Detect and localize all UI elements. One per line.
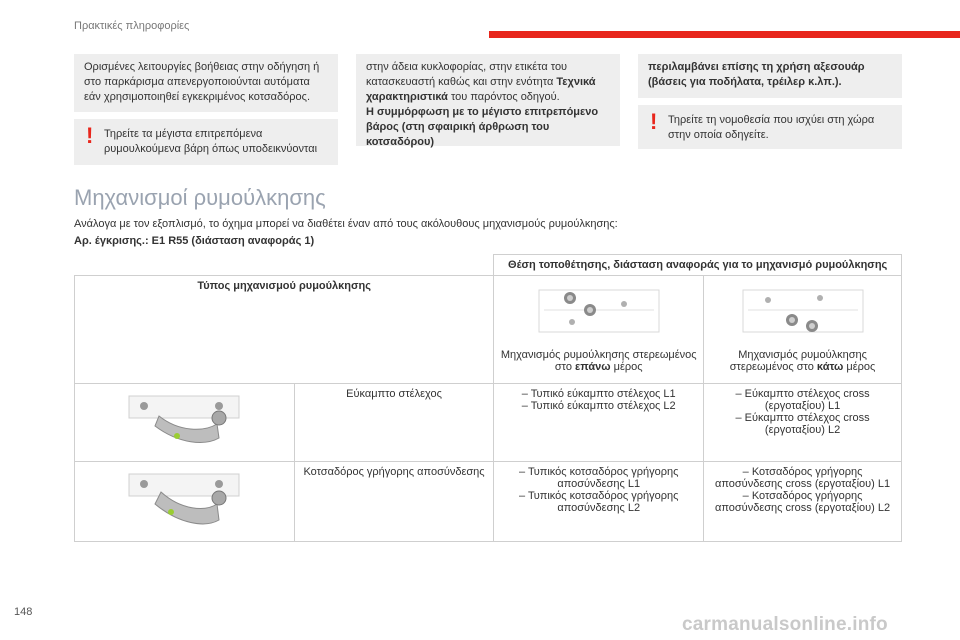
info-box-2 (356, 54, 620, 146)
table-row (75, 384, 902, 462)
row-2-label: Κοτσαδόρος γρήγορης αποσύνδεσης (294, 462, 494, 542)
list-item: – Εύκαμπτο στέλεχος cross (εργοταξίου) L1 (735, 388, 870, 412)
info-box-1 (74, 54, 338, 112)
section-title: Μηχανισμοί ρυμούλκησης (74, 185, 326, 210)
row-1-label: Εύκαμπτο στέλεχος (294, 384, 494, 462)
lower-mount-caption (710, 349, 895, 373)
lower-caption-c: μέρος (843, 361, 876, 373)
warning-box-2 (638, 105, 902, 149)
header-accent-bar (489, 31, 960, 38)
approval-number: Αρ. έγκρισης.: E1 R55 (διάσταση αναφοράς 1) (74, 235, 315, 247)
list-item: – Κοτσαδόρος γρήγορης αποσύνδεσης cross (εργοταξίου) L1 (714, 466, 891, 490)
info-box-2-text-end: του παρόντος οδηγού. (447, 91, 560, 103)
swan-neck-towbar-image (109, 388, 259, 454)
list-item: – Τυπικό εύκαμπτο στέλεχος L2 (521, 400, 676, 412)
table-row (75, 462, 902, 542)
row-2-lower (704, 462, 902, 542)
upper-mount-cell (494, 276, 704, 384)
table-header-row (75, 255, 902, 276)
info-box-3 (638, 54, 902, 98)
list-item: – Εύκαμπτο στέλεχος cross (εργοταξίου) L2 (735, 412, 870, 436)
empty-cell (75, 255, 295, 276)
info-box-1-text: Ορισμένες λειτουργίες βοήθειας στην οδήγηση ή στο παρκάρισμα απενεργοποιούνται αυτόματα εάν χρησιμοποιηθεί εγκεκριμένος κοτσαδόρος. (84, 61, 320, 103)
lower-caption-a: Μηχανισμός ρυμούλκησης στερεωμένος στο (729, 349, 867, 373)
header-title: Πρακτικές πληροφορίες (74, 20, 190, 32)
lower-mount-cell (704, 276, 902, 384)
lower-caption-b: κάτω (816, 361, 844, 373)
row-1-lower (704, 384, 902, 462)
upper-mount-caption (500, 349, 697, 373)
swan-neck-image-cell (75, 384, 295, 462)
row-2-upper (494, 462, 704, 542)
info-box-2-text: στην άδεια κυκλοφορίας, στην ετικέτα του κατασκευαστή καθώς και στην ενότητα (366, 61, 568, 88)
detachable-towbar-image (109, 466, 259, 534)
list-item: – Τυπικός κοτσαδόρος γρήγορης αποσύνδεσης L1 (518, 466, 679, 490)
warning-icon: ! (650, 109, 658, 134)
towbar-table (74, 254, 902, 542)
info-box-2-content (356, 54, 620, 156)
position-header: Θέση τοποθέτησης, διάσταση αναφοράς για το μηχανισμό ρυμούλκησης (494, 255, 902, 276)
detachable-image-cell (75, 462, 295, 542)
tech-specs-ref: Τεχνικά χαρακτηριστικά (366, 76, 596, 103)
warning-icon: ! (86, 123, 94, 148)
max-weight-note: Η συμμόρφωση με το μέγιστο επιτρεπόμενο βάρος (στη σφαιρική άρθρωση του κοτσαδόρου) (366, 106, 599, 148)
page-number: 148 (14, 606, 33, 618)
list-item: – Κοτσαδόρος γρήγορης αποσύνδεσης cross (εργοταξίου) L2 (714, 490, 891, 514)
upper-caption-a: Μηχανισμός ρυμούλκησης στερεωμένος στο (500, 349, 697, 373)
type-header: Τύπος μηχανισμού ρυμούλκησης (75, 276, 494, 384)
table-type-row (75, 276, 902, 384)
section-intro: Ανάλογα με τον εξοπλισμό, το όχημα μπορεί να διαθέτει έναν από τους ακόλουθους μηχανισμούς ρυμούλκησης: (74, 218, 618, 230)
list-item: – Τυπικός κοτσαδόρος γρήγορης αποσύνδεσης L2 (518, 490, 679, 514)
upper-mount-image (524, 280, 674, 342)
upper-caption-b: επάνω (575, 361, 611, 373)
lower-mount-image (728, 280, 878, 342)
warning-text-2: Τηρείτε τη νομοθεσία που ισχύει στη χώρα στην οποία οδηγείτε. (668, 114, 875, 141)
list-item: – Τυπικό εύκαμπτο στέλεχος L1 (521, 388, 676, 400)
row-1-upper (494, 384, 704, 462)
empty-cell (294, 255, 494, 276)
warning-box-1 (74, 119, 338, 165)
upper-caption-c: μέρος (610, 361, 643, 373)
watermark: carmanualsonline.info (682, 614, 888, 635)
info-box-3-text: περιλαμβάνει επίσης τη χρήση αξεσουάρ (βάσεις για ποδήλατα, τρέιλερ κ.λπ.). (648, 61, 865, 88)
warning-text-1: Τηρείτε τα μέγιστα επιτρεπόμενα ρυμουλκούμενα βάρη όπως υποδεικνύονται (104, 128, 318, 155)
